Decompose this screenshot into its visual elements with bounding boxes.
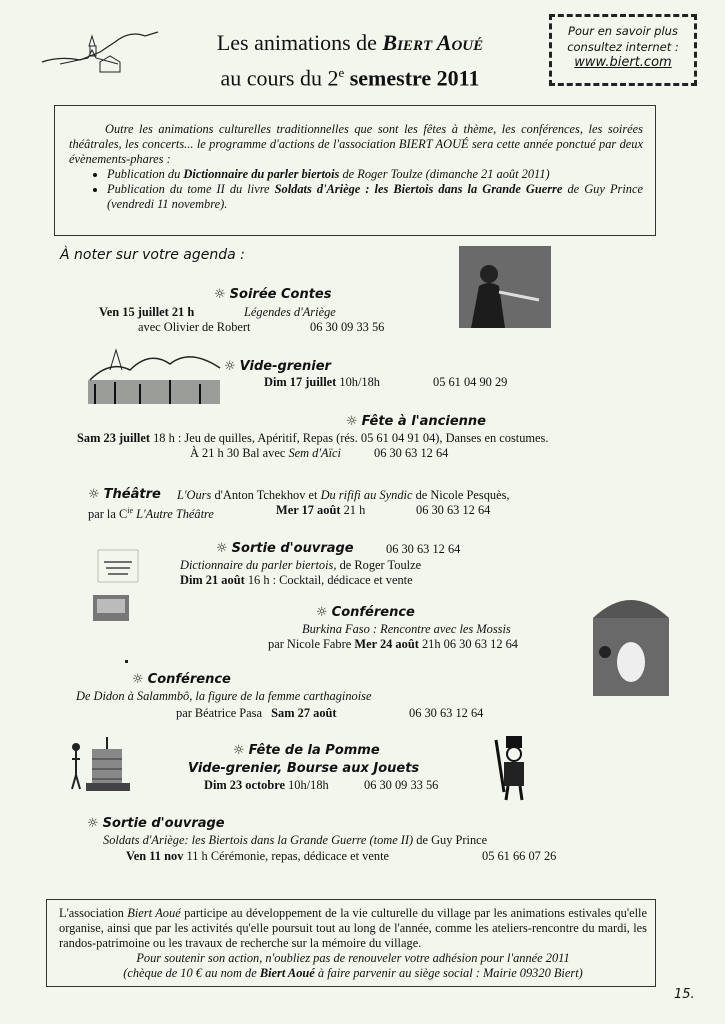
event-sortie1-title: ☼ Sortie d'ouvrage [216,541,354,556]
mountain-sketch-logo [40,22,160,82]
event-pomme-subtitle: Vide-grenier, Bourse aux Jouets [188,761,420,776]
footer-box: L'association Biert Aoué participe au développement de la vie culturelle du village par les animations estivales qu'elle organise, ainsi que par les activités qu'elle poursuit tout au long de l'année, comme les ateliers-rencontre du mardi, les randos-patrimoine ou les travaux de recherche sur la mémoire du village. Pour soutenir son action, n'oubliez pas de renouveler votre adhésion pour l'année 2011 (chèque de 10 € au nom de Biert Aoué à faire parvenir au siège social : Mairie 09320 Biert) [46,899,656,987]
event-videgrenier-title: ☼ Vide-grenier [224,359,331,374]
event-contes-date: Ven 15 juillet 21 h [99,305,195,319]
event-theatre-phone: 06 30 63 12 64 [416,503,491,517]
event-sortie2-phone: 05 61 66 07 26 [482,849,557,863]
market-sketch [80,340,228,408]
event-conf2-by: par Béatrice Pasa Sam 27 août [176,706,337,720]
event-theatre-title: ☼ Théâtre [88,487,161,502]
intro-box: Outre les animations culturelles traditionnelles que sont les fêtes à thème, les conférences, les soirées théâtrales, les concerts... le programme d'actions de l'association BIERT AOUÉ sera cette année ponctué par deux évènements-phares : • Publication du Dictionnaire du parler biertois de Roger Toulze (dimanche 21 août 2011) • Publication du tome II du livre Soldats d'Ariège : les Biertois dans la Grande Guerre de Guy Prince (vendredi 11 novembre). [54,105,656,236]
storyteller-photo [459,246,551,328]
event-sortie1-date: Dim 21 août 16 h : Cocktail, dédicace et vente [180,573,413,587]
event-videgrenier-date: Dim 17 juillet 10h/18h [264,375,381,389]
event-pomme-phone: 06 30 09 33 56 [364,778,439,792]
event-sortie2-book: Soldats d'Ariège: les Biertois dans la Grande Guerre (tome II) de Guy Prince [103,833,488,847]
event-conf1-title: ☼ Conférence [316,605,415,620]
event-ancienne-title: ☼ Fête à l'ancienne [346,414,486,429]
event-ancienne-phone: 06 30 63 12 64 [374,446,449,460]
event-theatre-plays: L'Ours d'Anton Tchekhov et Du rififi au Syndic de Nicole Pesquès, [177,488,510,502]
event-conf2-subject: De Didon à Salammbô, la figure de la femme carthaginoise [76,689,372,703]
event-theatre-date: Mer 17 août 21 h [276,503,366,517]
book-illustration [93,595,129,621]
event-pomme-date: Dim 23 octobre 10h/18h [204,778,329,792]
event-contes-title: ☼ Soirée Contes [214,287,332,302]
event-theatre-company: par la $C^{ie}$ L'Autre Théâtre [88,506,214,522]
event-videgrenier-phone: 05 61 04 90 29 [433,375,508,389]
agenda-heading: À noter sur votre agenda : [60,247,245,263]
toy-soldier-image [492,732,536,802]
event-sortie1-book: Dictionnaire du parler biertois, de Roger Toulze [180,558,422,572]
event-pomme-title: ☼ Fête de la Pomme [233,743,380,758]
burkina-photo [589,588,673,696]
page-title: Les animations de Biert Aoué au cours du 2e semestre 2011 [216,30,484,91]
event-sortie1-phone: 06 30 63 12 64 [386,542,461,556]
book-cover-image [96,548,140,584]
event-sortie2-date: Ven 11 nov 11 h Cérémonie, repas, dédicace et vente [126,849,390,863]
event-conf2-title: ☼ Conférence [132,672,231,687]
event-conf2-phone: 06 30 63 12 64 [409,706,484,720]
apple-press-image [66,735,132,795]
page-number: 15. [674,987,695,1002]
event-conf1-details: par Nicole Fabre Mer 24 août 21h 06 30 63 12 64 [268,637,518,651]
event-conf1-subject: Burkina Faso : Rencontre avec les Mossis [302,622,511,636]
event-contes-phone: 06 30 09 33 56 [310,320,385,334]
event-sortie2-title: ☼ Sortie d'ouvrage [87,816,225,831]
website-box: Pour en savoir plus consultez internet : www.biert.com [549,14,697,86]
website-link[interactable]: www.biert.com [574,55,672,70]
event-contes-subtitle: Légendes d'Ariège [244,305,336,319]
event-contes-who: avec Olivier de Robert [138,320,251,334]
event-ancienne-details: Sam 23 juillet 18 h : Jeu de quilles, Apéritif, Repas (rés. 05 61 04 91 04), Danses en costumes. [77,431,549,445]
event-ancienne-bal: À 21 h 30 Bal avec Sem d'Aïci [190,446,341,460]
small-dot [125,660,128,663]
